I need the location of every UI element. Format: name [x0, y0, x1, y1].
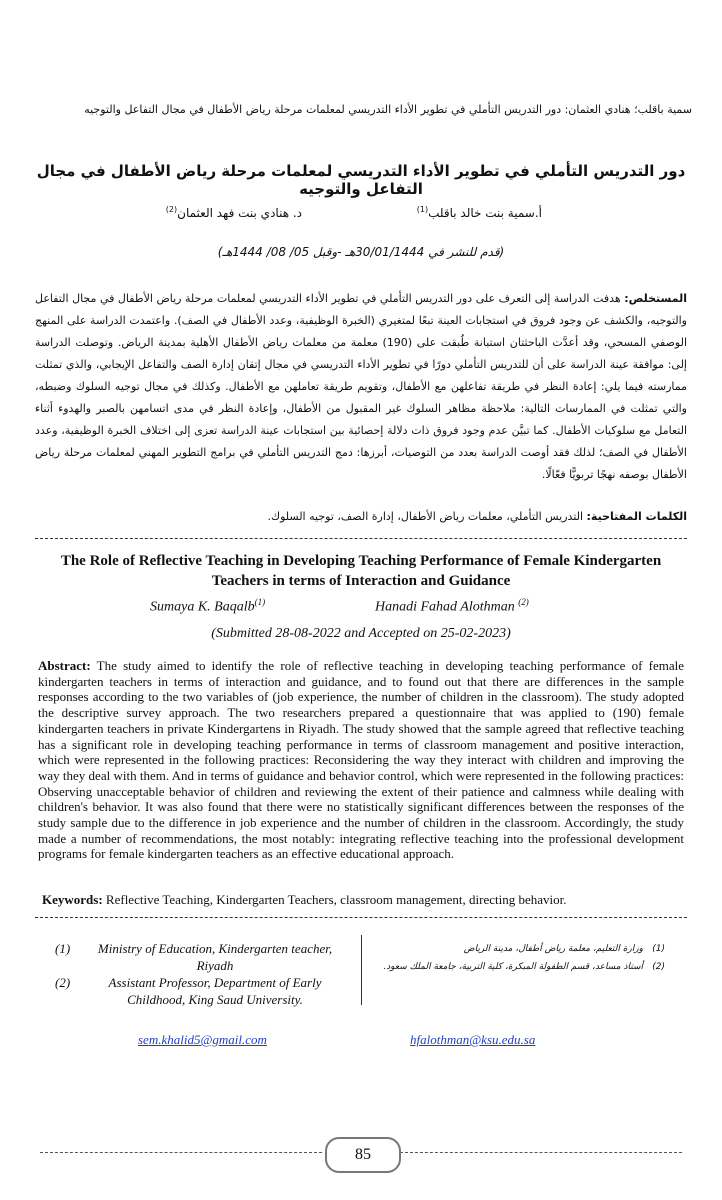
footnote-divider [361, 935, 362, 1005]
english-footnote-1 [55, 940, 345, 974]
arabic-submission-dates: (قدم للنشر في 30/01/1444هـ -وقبل 05/ 08/ 1444هـ) [217, 245, 505, 259]
arabic-abstract [35, 288, 687, 486]
english-keywords-label: Keywords: [42, 892, 103, 907]
english-footnote-2-text: Assistant Professor, Department of Early Childhood, King Saud University. [108, 975, 322, 1007]
english-abstract [38, 658, 684, 862]
english-footnotes [55, 940, 345, 1008]
arabic-keywords-label: الكلمات المفتاحية: [586, 510, 687, 523]
english-submission-dates: (Submitted 28-08-2022 and Accepted on 25-02-2023) [211, 626, 511, 641]
english-author-2-name: Hanadi Fahad Alothman [375, 599, 515, 615]
running-header: سمية باقلب؛ هنادي العثمان: دور التدريس التأملي في تطوير الأداء التدريسي لمعلمات مرحلة رياض الأطفال في مجال التفاعل والتوجيه [84, 103, 692, 116]
arabic-author-2-mark: (2) [165, 205, 178, 214]
english-keywords [42, 892, 684, 908]
arabic-author-2 [166, 205, 302, 220]
english-footnote-1-text: Ministry of Education, Kindergarten teacher, Riyadh [97, 941, 333, 973]
arabic-author-1-name: أ.سمية بنت خالد باقلب [428, 206, 542, 220]
author-2-email-link[interactable]: hfalothman@ksu.edu.sa [410, 1032, 536, 1047]
english-abstract-text: The study aimed to identify the role of reflective teaching in developing teaching performance of female kindergarten teachers in terms of interaction and guidance, and to found out that there are differences in the sample responses according to the two variables of (job experience, the number of children in the classroom). The study adopted the descriptive survey approach. The two researchers prepared a questionnaire that was applied to (190) female kindergarten teachers in private Kindergartens in Riyadh. The study showed that the sample agreed that reflective teaching has a significant role in developing teaching performance in terms of classroom management and positive interaction, which were represented in the following practices: Reconsidering the way they interact with children and improving the way they deal with them. And in terms of guidance and behavior control, which were represented in the following practices: Observing unacceptable behavior of children and reviewing the extent of their patience and calmness while dealing with children's behavior. It was also found that there were no statistically significant differences between the responses of the study sample due to the difference in job experience and the number of children in the classroom. Accordingly, the study made a number of recommendations, the most notably: integrating reflective teaching into the professional development programs for female kindergarten teachers as an effective educational approach. [38, 658, 684, 862]
footnote-separator [35, 917, 687, 918]
english-keywords-text: Reflective Teaching, Kindergarten Teachers, classroom management, directing behavior. [102, 892, 567, 907]
arabic-footnote-2-text: أستاذ مساعد، قسم الطفولة المبكرة، كلية التربية، جامعة الملك سعود. [383, 962, 643, 972]
english-abstract-label: Abstract: [38, 658, 91, 673]
arabic-footnote-2 [380, 958, 665, 976]
arabic-keywords [35, 510, 687, 523]
english-author-1 [150, 597, 265, 616]
english-footnote-1-number: (1) [55, 941, 71, 956]
page-number: 85 [325, 1137, 401, 1173]
arabic-author-1-mark: (1) [416, 205, 429, 214]
section-separator [35, 538, 687, 539]
arabic-footnotes [380, 940, 665, 976]
english-author-2-mark: (2) [518, 597, 529, 607]
english-footnote-2 [55, 974, 345, 1008]
arabic-abstract-label: المستخلص: [624, 292, 687, 305]
footer-rule-right [400, 1152, 682, 1153]
english-author-2 [375, 597, 529, 616]
english-author-1-mark: (1) [254, 597, 266, 607]
english-author-1-name: Sumaya K. Baqalb [150, 599, 255, 615]
arabic-abstract-text: هدفت الدراسة إلى التعرف على دور التدريس التأملي في تطوير الأداء التدريسي لمعلمات مرحلة رياض الأطفال في مجال التفاعل والتوجيه، والكشف عن وجود فروق في استجابات العينة تبعًا لمتغيري (الخبرة الوظيفية، وعدد الأطفال في الصف). واعتمدت الدراسة على المنهج الوصفي المسحي، وقد أعدَّت الباحثتان استبانة طُبقت على (190) معلمة من معلمات رياض الأطفال الأهلية بمدينة الرياض. وتوصلت الدراسة إلى: موافقة عينة الدراسة على أن للتدريس التأملي دورًا في تطوير الأداء التدريسي في مجال إتقان إدارة الصف والتفاعل الإيجابي، والذي تمثلت ممارسته فيما يلي: إعادة النظر في طريقة تفاعلهن مع الأطفال، وتقويم طريقة تعاملهن مع الأطفال. وكذلك في مجال توجيه السلوك وضبطه، والتي تمثلت في الممارسات التالية: ملاحظة مظاهر السلوك غير المقبول من الأطفال، وإعادة النظر في مدى اتسامهن بالصبر والهدوء أثناء التعامل مع سلوكيات الأطفال. كما تبيَّن عدم وجود فروق ذات دلالة إحصائية بين استجابات عينة الدراسة تعزى إلى اختلاف الخبرة الوظيفية، وعدد الأطفال في الصف؛ لذلك فقد أوصت الدراسة بعدد من التوصيات، أبرزها: دمج التدريس التأملي في برامج التطوير المهني لمعلمات مرحلة رياض الأطفال بوصفه نهجًا تربويًّا فعّالًا. [35, 292, 687, 481]
arabic-author-2-name: د. هنادي بنت فهد العثمان [177, 206, 302, 220]
arabic-title: دور التدريس التأملي في تطوير الأداء التدريسي لمعلمات مرحلة رياض الأطفال في مجال التفاعل والتوجيه [36, 162, 686, 198]
arabic-author-1 [417, 205, 542, 220]
author-1-email-link[interactable]: sem.khalid5@gmail.com [138, 1032, 267, 1047]
arabic-keywords-text: التدريس التأملي، معلمات رياض الأطفال، إدارة الصف، توجيه السلوك. [267, 510, 587, 523]
arabic-footnote-2-number: (2) [652, 962, 665, 972]
arabic-footnote-1 [380, 940, 665, 958]
arabic-footnote-1-text: وزارة التعليم، معلمة رياض أطفال، مدينة الرياض [463, 944, 643, 954]
arabic-footnote-1-number: (1) [652, 944, 665, 954]
english-footnote-2-number: (2) [55, 975, 71, 990]
footer-rule-left [40, 1152, 322, 1153]
english-title: The Role of Reflective Teaching in Developing Teaching Performance of Female Kindergarten Teachers in terms of Interaction and Guidance [60, 553, 662, 589]
